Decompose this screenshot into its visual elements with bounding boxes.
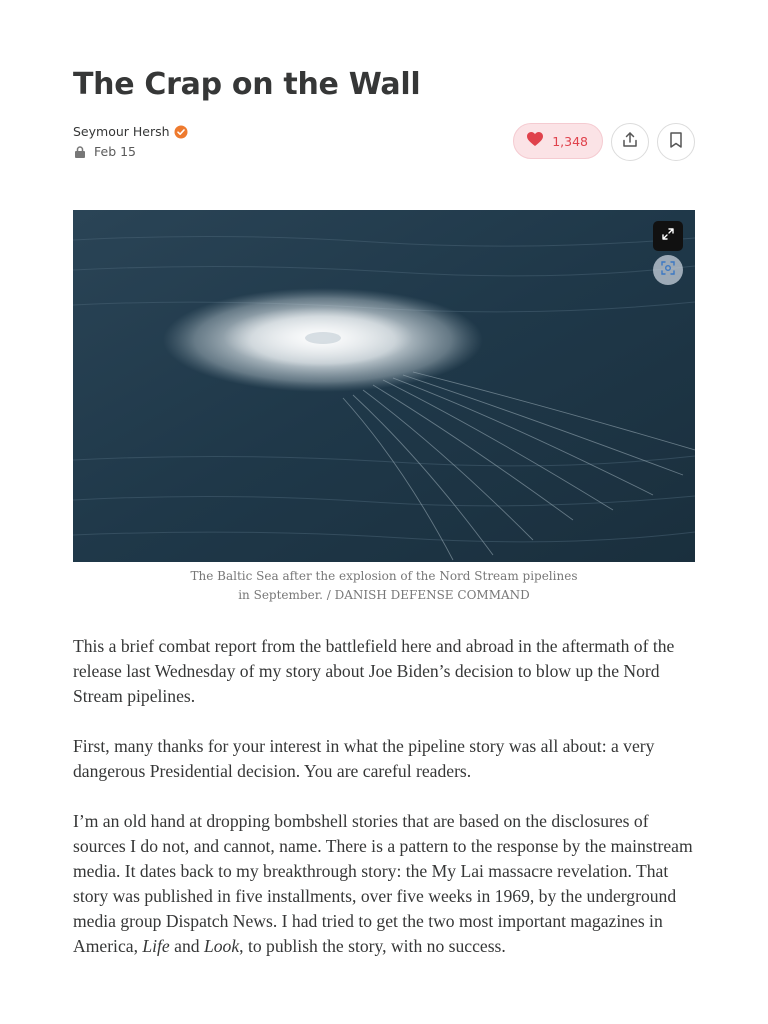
life-magazine: Life (142, 936, 170, 956)
author-row (73, 123, 188, 141)
look-magazine: Look (203, 936, 240, 956)
byline (73, 123, 695, 163)
bookmark-button[interactable] (657, 123, 695, 161)
focus-scan-button[interactable] (653, 255, 683, 285)
sea-photo (73, 210, 695, 562)
verified-badge-icon (174, 125, 188, 139)
date-row (73, 143, 136, 161)
like-count: 1,348 (552, 133, 588, 149)
paragraph-1: This a brief combat report from the battlefield here and abroad in the aftermath of the release last Wednesday of my story about Joe Biden’s decision to blow up the Nord Stream pipelines. (73, 636, 675, 706)
share-icon (621, 131, 639, 154)
focus-scan-icon (660, 260, 676, 281)
lock-icon (73, 145, 87, 159)
heart-icon (526, 131, 544, 152)
paragraph-2: First, many thanks for your interest in what the pipeline story was all about: a very dangerous Presidential decision. You are careful readers. (73, 736, 655, 781)
post-title: The Crap on the Wall (73, 67, 421, 102)
like-button[interactable] (513, 123, 603, 159)
expand-image-button[interactable] (653, 221, 683, 251)
share-button[interactable] (611, 123, 649, 161)
bookmark-icon (668, 131, 684, 154)
image-caption: The Baltic Sea after the explosion of the Nord Stream pipelines in September. / DANISH DEFENSE COMMAND (190, 569, 578, 602)
hero-image[interactable] (73, 210, 695, 562)
paragraph-3 (73, 809, 698, 959)
paragraph-3-text-b: , to publish the story, with no success. (239, 936, 506, 956)
post-date: Feb 15 (94, 144, 137, 159)
article-body (73, 634, 698, 984)
expand-icon (661, 227, 675, 246)
post-actions (513, 123, 695, 161)
author-name[interactable]: Seymour Hersh (73, 124, 170, 139)
paragraph-3-and: and (169, 936, 204, 956)
paragraph-3-text-a: I’m an old hand at dropping bombshell stories that are based on the disclosures of sources I do not, and cannot, name. There is a pattern to the response by the mainstream media. It dates back to my breakthrough story: the My Lai massacre revelation. That story was published in five installments, over five weeks in 1969, by the underground media group Dispatch News. I had tried to get the two most important magazines in America, (73, 811, 693, 956)
